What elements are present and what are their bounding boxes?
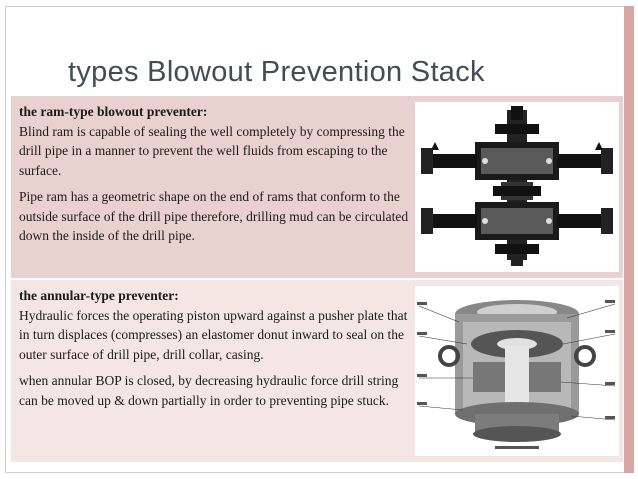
paragraph: when annular BOP is closed, by decreasing hydraulic force drill string can be moved up & down partially in order to preventing pipe stuck. bbox=[19, 373, 399, 408]
content-table bbox=[11, 96, 623, 462]
table-row-annular-type bbox=[11, 280, 623, 462]
row-heading: the ram-type blowout preventer: bbox=[19, 104, 208, 119]
table-row-ram-type bbox=[11, 96, 623, 278]
paragraph: Pipe ram has a geometric shape on the end of rams that conform to the outside surface of the drill pipe therefore, drilling mud can be circulated down the inside of the drill pipe. bbox=[19, 189, 409, 243]
paragraph: Hydraulic forces the operating piston upward against a pusher plate that in turn displaces (compresses) an elastomer donut inward to seal on the outer surface of drill pipe, drill collar, casing. bbox=[19, 307, 408, 362]
annular-bop-drawing bbox=[415, 286, 619, 456]
text-cell bbox=[19, 102, 411, 253]
slide-title: types Blowout Prevention Stack bbox=[68, 56, 485, 88]
ram-bop-drawing bbox=[415, 102, 619, 272]
ram-bop-image bbox=[415, 102, 619, 272]
text-cell bbox=[19, 286, 411, 417]
paragraph: Blind ram is capable of sealing the well completely by compressing the drill pipe in a manner to prevent the well fluids from escaping to the surface. bbox=[19, 123, 405, 178]
accent-bar bbox=[624, 6, 634, 473]
annular-bop-image bbox=[415, 286, 619, 456]
row-heading: the annular-type preventer: bbox=[19, 288, 179, 303]
